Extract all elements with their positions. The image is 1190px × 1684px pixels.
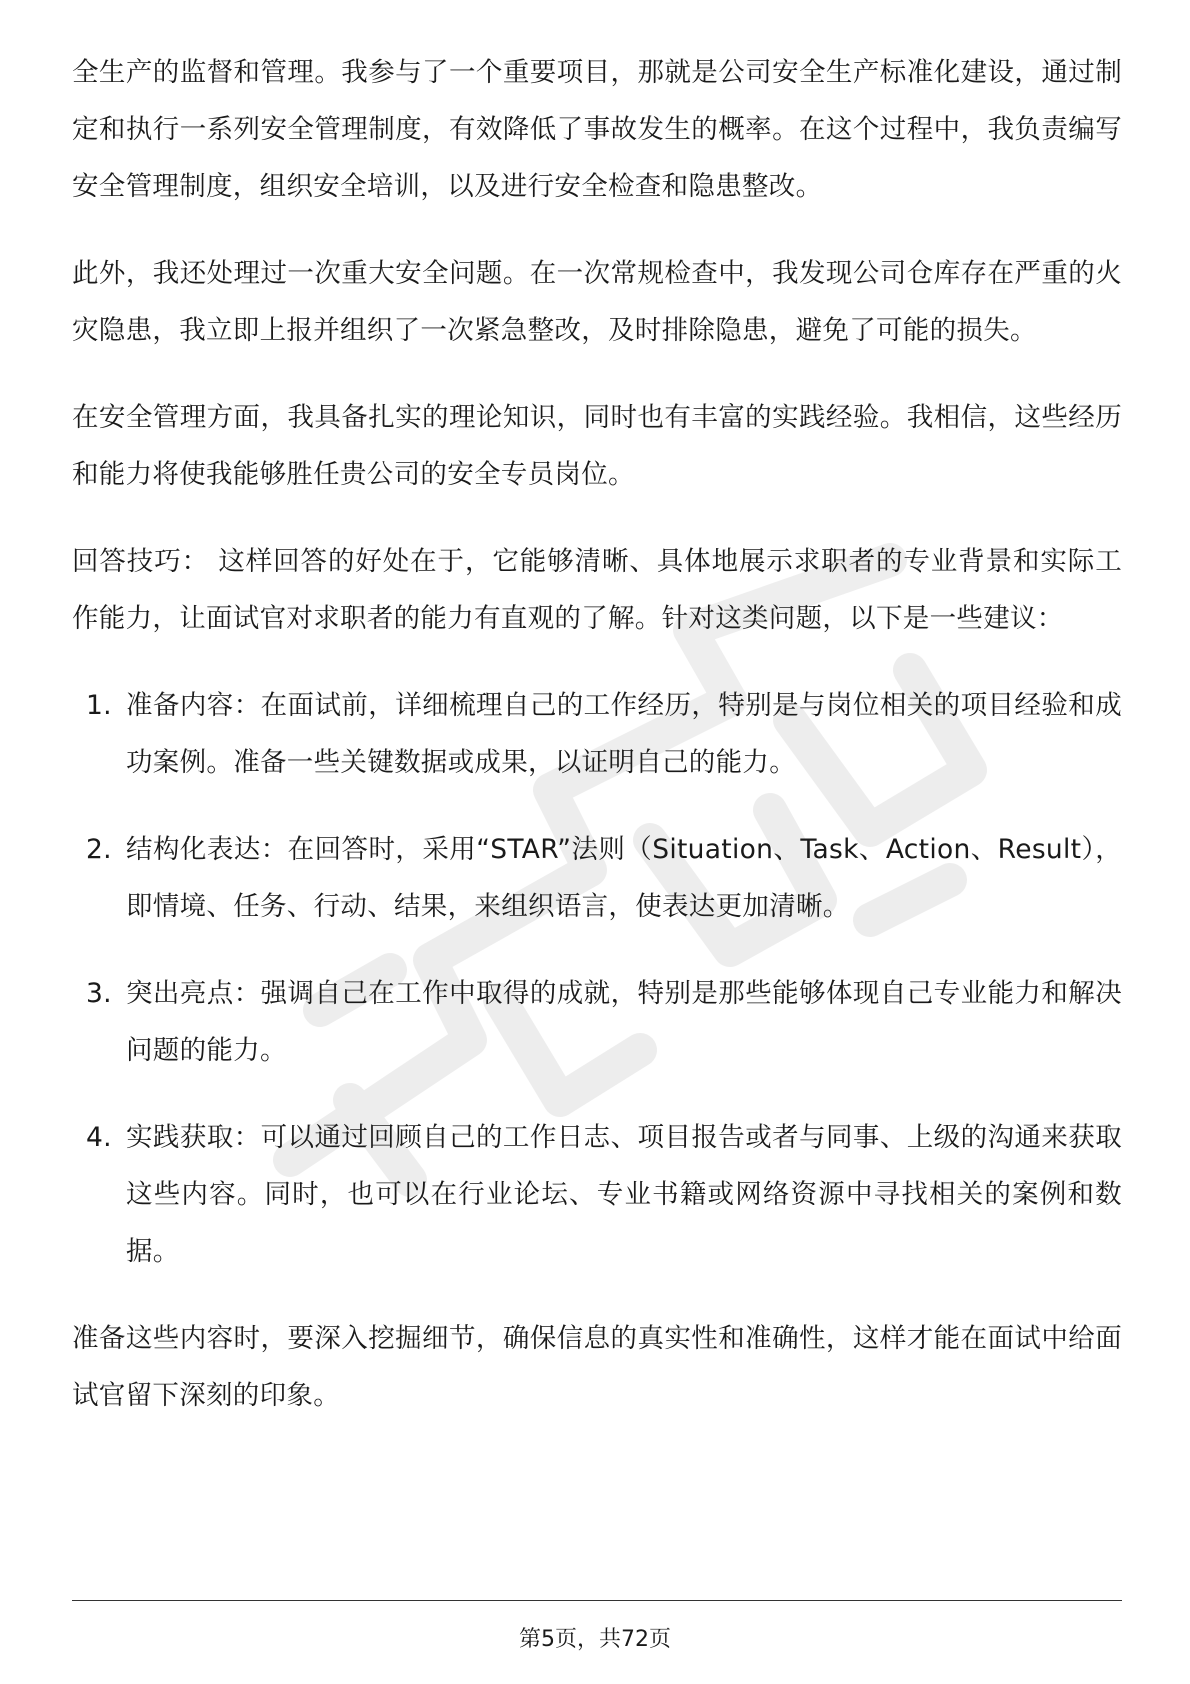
- page-number: 第5页，共72页: [519, 1627, 671, 1652]
- tips-list: [72, 677, 1122, 1280]
- list-item-number: 2.: [86, 834, 112, 865]
- paragraph-safety-issue: 此外，我还处理过一次重大安全问题。在一次常规检查中，我发现公司仓库存在严重的火灾隐患，我立即上报并组织了一次紧急整改，及时排除隐患，避免了可能的损失。: [72, 258, 1122, 346]
- list-item: [72, 677, 1122, 791]
- list-item: [72, 821, 1122, 935]
- list-item: [72, 965, 1122, 1079]
- list-item: [72, 1109, 1122, 1280]
- list-item-text: 实践获取：可以通过回顾自己的工作日志、项目报告或者与同事、上级的沟通来获取这些内容。同时，也可以在行业论坛、专业书籍或网络资源中寻找相关的案例和数据。: [126, 1122, 1122, 1267]
- paragraph-closing: 准备这些内容时，要深入挖掘细节，确保信息的真实性和准确性，这样才能在面试中给面试官留下深刻的印象。: [72, 1323, 1122, 1411]
- list-item-text: 结构化表达：在回答时，采用“STAR”法则（Situation、Task、Action、Result），即情境、任务、行动、结果，来组织语言，使表达更加清晰。: [126, 834, 1122, 922]
- list-item-number: 1.: [86, 690, 112, 721]
- list-item-number: 3.: [86, 978, 112, 1009]
- document-body: [72, 44, 1122, 1454]
- paragraph-summary: 在安全管理方面，我具备扎实的理论知识，同时也有丰富的实践经验。我相信，这些经历和能力将使我能够胜任贵公司的安全专员岗位。: [72, 402, 1122, 490]
- list-item-number: 4.: [86, 1122, 112, 1153]
- paragraph-answer-tips: 回答技巧： 这样回答的好处在于，它能够清晰、具体地展示求职者的专业背景和实际工作能力，让面试官对求职者的能力有直观的了解。针对这类问题，以下是一些建议：: [72, 546, 1122, 634]
- list-item-text: 准备内容：在面试前，详细梳理自己的工作经历，特别是与岗位相关的项目经验和成功案例。准备一些关键数据或成果，以证明自己的能力。: [126, 690, 1122, 778]
- list-item-text: 突出亮点：强调自己在工作中取得的成就，特别是那些能够体现自己专业能力和解决问题的能力。: [126, 978, 1122, 1066]
- paragraph-experience: 全生产的监督和管理。我参与了一个重要项目，那就是公司安全生产标准化建设，通过制定和执行一系列安全管理制度，有效降低了事故发生的概率。在这个过程中，我负责编写安全管理制度，组织安全培训，以及进行安全检查和隐患整改。: [72, 57, 1122, 202]
- footer-divider: [72, 1600, 1122, 1601]
